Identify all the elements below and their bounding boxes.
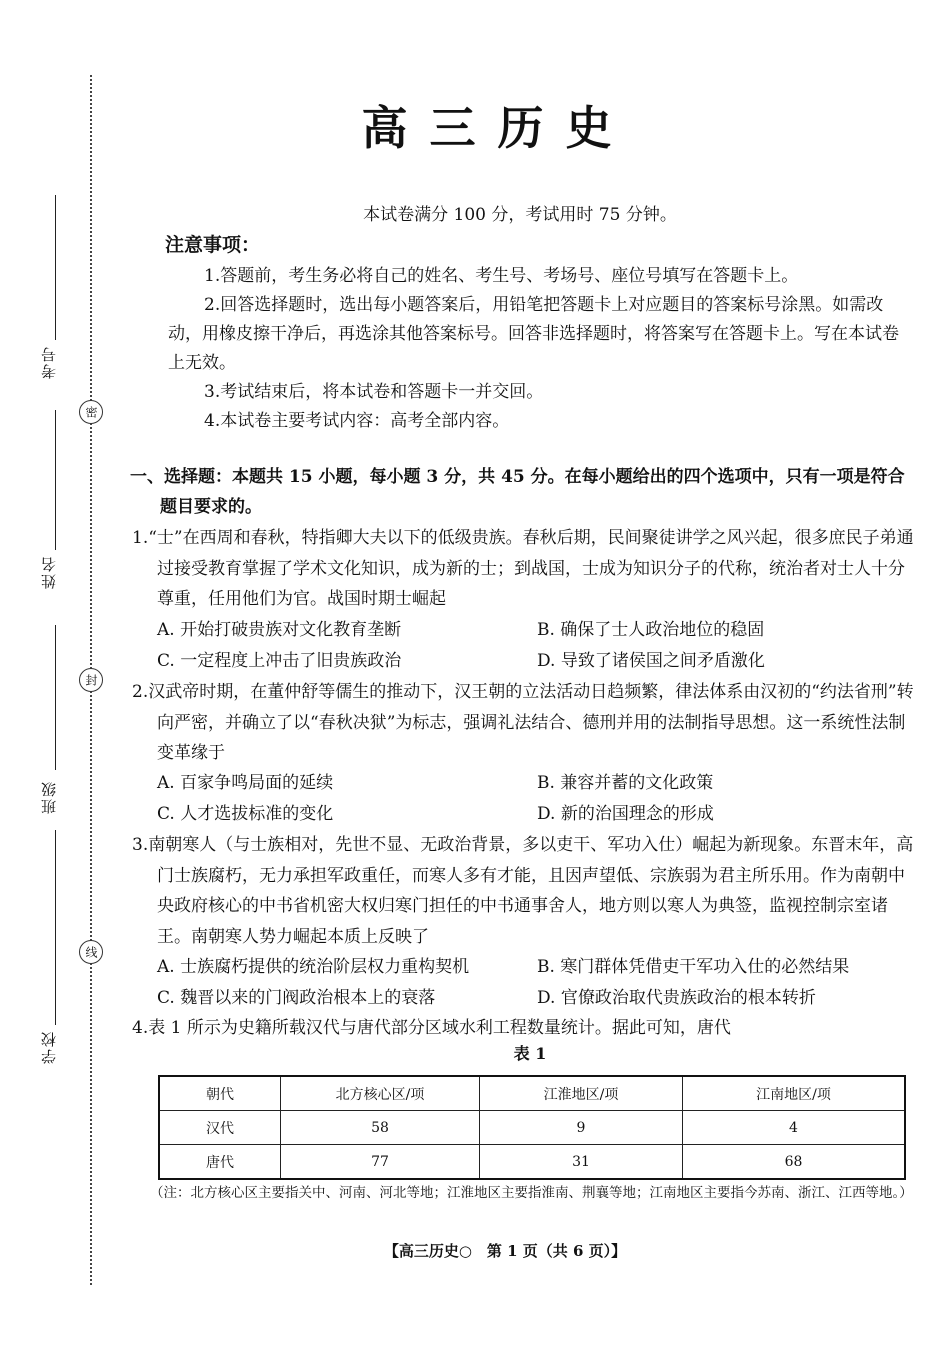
seal-feng: 封 [79, 668, 103, 692]
question-2-options [157, 768, 917, 829]
seal-xian: 线 [79, 940, 103, 964]
notice-title: 注意事项： [165, 234, 261, 256]
question-3-stem: 3.南朝寒人（与士族相对，先世不显、无政治背景，多以吏干、军功入仕）崛起为新现象。东晋末年，高门士族腐朽，无力承担军政重任，而寒人多有才能，且因声望低、宗族弱为君主所乐用。作为南朝中央政府核心的中书省机密大权归寒门担任的中书通事舍人，地方则以寒人为典签，监视控制宗室诸王。南朝寒人势力崛起本质上反映了 [132, 835, 914, 947]
school-label: 学校 [40, 1030, 58, 1064]
option-c: C. 魏晋以来的门阀政治根本上的衰落 [157, 987, 436, 1008]
table-cell: 9 [480, 1111, 683, 1145]
name-label: 姓名 [40, 555, 58, 589]
table-header-row [159, 1076, 905, 1111]
table-cell: 77 [281, 1145, 480, 1180]
question-2-stem: 2.汉武帝时期，在董仲舒等儒生的推动下，汉王朝的立法活动日趋频繁，律法体系由汉初的“约法省刑”转向严密，并确立了以“春秋决狱”为标志，强调礼法结合、德刑并用的法制指导思想。这一系统性法制变革缘于 [132, 682, 914, 763]
table-cell: 汉代 [159, 1111, 281, 1145]
option-a: A. 士族腐朽提供的统治阶层权力重构契机 [157, 957, 470, 977]
option-b: B. 寒门群体凭借吏干军功入仕的必然结果 [537, 957, 850, 977]
option-c: C. 一定程度上冲击了旧贵族政治 [157, 650, 402, 671]
school-line [55, 830, 56, 1025]
table-cell: 31 [480, 1145, 683, 1180]
notice-item: 3.考试结束后，将本试卷和答题卡一并交回。 [204, 382, 544, 402]
option-a: A. 开始打破贵族对文化教育垄断 [157, 620, 402, 640]
exam-number-label: 考号 [40, 345, 58, 379]
question-3-options [157, 952, 917, 1013]
option-d: D. 导致了诸侯国之间矛盾激化 [537, 650, 765, 671]
class-label: 班级 [40, 780, 58, 814]
option-a: A. 百家争鸣局面的延续 [157, 773, 334, 793]
section-heading: 一、选择题：本题共 15 小题，每小题 3 分，共 45 分。在每小题给出的四个选项中，只有一项是符合题目要求的。 [130, 467, 905, 517]
table-note: （注：北方核心区主要指关中、河南、河北等地；江淮地区主要指淮南、荆襄等地；江南地区主要指今苏南、浙江、江西等地。） [150, 1185, 913, 1201]
question-1-stem: 1.“士”在西周和春秋，特指卿大夫以下的低级贵族。春秋后期，民间聚徒讲学之风兴起，很多庶民子弟通过接受教育掌握了学术文化知识，成为新的士；到战国，士成为知识分子的代称，统治者对士人十分尊重，任用他们为官。战国时期士崛起 [132, 528, 914, 609]
exam-title: 高三历史 [361, 101, 634, 155]
table-cell: 4 [683, 1111, 906, 1145]
table-row [159, 1111, 905, 1145]
option-b: B. 确保了士人政治地位的稳固 [537, 620, 765, 640]
notice-list [168, 262, 908, 436]
notice-item: 4.本试卷主要考试内容：高考全部内容。 [204, 411, 510, 431]
table-caption: 表 1 [513, 1044, 547, 1063]
page-footer: 【高三历史○ 第 1 页（共 6 页）】 [383, 1242, 627, 1260]
option-b: B. 兼容并蓄的文化政策 [537, 773, 714, 793]
question-1-options [157, 615, 917, 676]
question-4-stem: 4.表 1 所示为史籍所载汉代与唐代部分区域水利工程数量统计。据此可知，唐代 [132, 1018, 731, 1038]
seal-mi: 密 [79, 400, 103, 424]
notice-item: 2.回答选择题时，选出每小题答案后，用铅笔把答题卡上对应题目的答案标号涂黑。如需改动，用橡皮擦干净后，再选涂其他答案标号。回答非选择题时，将答案写在答题卡上。写在本试卷上无效。 [168, 295, 899, 373]
table-header-cell: 朝代 [159, 1076, 281, 1111]
table-row [159, 1145, 905, 1180]
table-header-cell: 江淮地区/项 [480, 1076, 683, 1111]
exam-subtitle: 本试卷满分 100 分，考试用时 75 分钟。 [363, 205, 677, 225]
option-c: C. 人才选拔标准的变化 [157, 803, 334, 824]
option-d: D. 新的治国理念的形成 [537, 803, 714, 824]
option-d: D. 官僚政治取代贵族政治的根本转折 [537, 987, 816, 1008]
name-line [55, 410, 56, 550]
class-line [55, 625, 56, 770]
table-cell: 58 [281, 1111, 480, 1145]
notice-item: 1.答题前，考生务必将自己的姓名、考生号、考场号、座位号填写在答题卡上。 [204, 266, 799, 286]
table-cell: 68 [683, 1145, 906, 1180]
table-header-cell: 江南地区/项 [683, 1076, 906, 1111]
water-projects-table [158, 1075, 906, 1180]
table-cell: 唐代 [159, 1145, 281, 1180]
table-header-cell: 北方核心区/项 [281, 1076, 480, 1111]
